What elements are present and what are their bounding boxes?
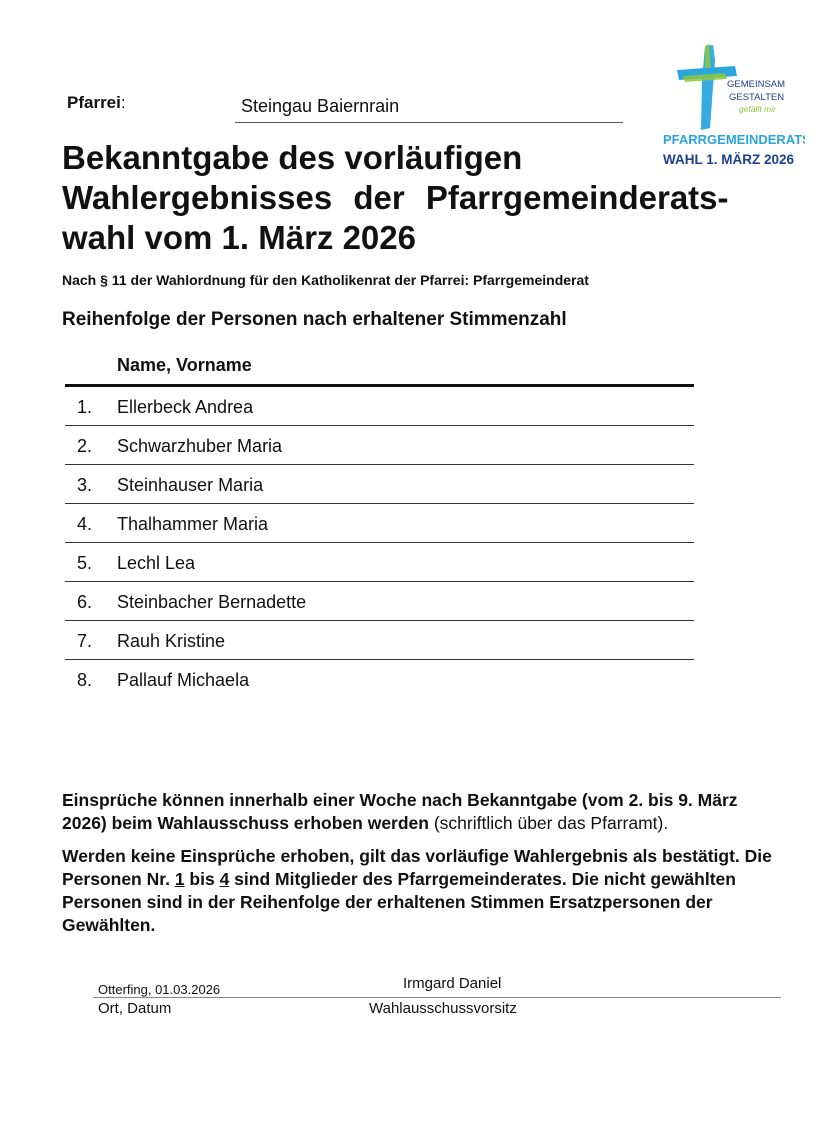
table-row [65,660,694,698]
svg-text:gefällt mir: gefällt mir [739,104,776,114]
place-date-value: Otterfing, 01.03.2026 [98,982,221,997]
results-table [65,387,694,698]
table-row [65,543,694,582]
results-heading: Reihenfolge der Personen nach erhaltener Stimmenzahl [62,309,567,330]
row-number: 8. [77,670,93,690]
row-number: 3. [77,475,93,495]
row-number: 2. [77,436,93,456]
candidate-name: Steinhauser Maria [117,475,264,495]
svg-text:GEMEINSAM: GEMEINSAM [727,79,786,90]
signature-line [93,997,781,998]
column-header-name: Name, Vorname [117,355,252,375]
row-number: 6. [77,592,93,612]
table-row [65,465,694,504]
row-number: 4. [77,514,93,534]
candidate-name: Rauh Kristine [117,631,226,651]
notice-paragraph-2: Werden keine Einsprüche erhoben, gilt das vorläufige Wahlergebnis als bestätigt. Die Personen Nr. 1 bis 4 sind Mitglieder des Pfarrgemeinderates. Die nicht gewählten Personen sind in der Reihenfolge der erhaltenen Stimmen Ersatzpersonen der Gewählten. [62,846,772,935]
table-row [65,387,694,426]
pfarrei-value: Steingau Baiernrain [241,96,400,116]
table-row [65,621,694,660]
pfarrei-underline [235,122,623,123]
row-number: 5. [77,553,93,573]
candidate-name: Pallauf Michaela [117,670,250,690]
title-line-1: Bekanntgabe des vorläufigen [62,139,523,176]
pfarrei-label: Pfarrei: [67,93,126,112]
signer-name: Irmgard Daniel [403,975,502,992]
notice-paragraph-1: Einsprüche können innerhalb einer Woche nach Bekanntgabe (vom 2. bis 9. März 2026) beim Wahlausschuss erhoben werden (schriftlich über das Pfarramt). [62,790,738,833]
svg-text:WAHL 1. MÄRZ 2026: WAHL 1. MÄRZ 2026 [663,152,795,167]
svg-text:PFARRGEMEINDERATS-: PFARRGEMEINDERATS- [663,132,805,147]
table-row [65,426,694,465]
signer-role-label: Wahlausschussvorsitz [369,1000,517,1017]
objection-notice [62,789,774,947]
page-title [62,138,762,258]
table-row [65,504,694,543]
candidate-name: Schwarzhuber Maria [117,436,283,456]
candidate-name: Steinbacher Bernadette [117,592,307,612]
candidate-name: Thalhammer Maria [117,514,269,534]
row-number: 1. [77,397,93,417]
legal-subtitle: Nach § 11 der Wahlordnung für den Katholikenrat der Pfarrei: Pfarrgemeinderat [62,272,589,288]
candidate-name: Ellerbeck Andrea [117,397,254,417]
table-row [65,582,694,621]
title-line-2: Wahlergebnisses der Pfarrgemeinderats- [62,179,729,216]
svg-text:GESTALTEN: GESTALTEN [729,92,785,103]
candidate-name: Lechl Lea [117,553,196,573]
title-line-3: wahl vom 1. März 2026 [62,219,416,256]
place-date-label: Ort, Datum [98,1000,172,1017]
row-number: 7. [77,631,93,651]
